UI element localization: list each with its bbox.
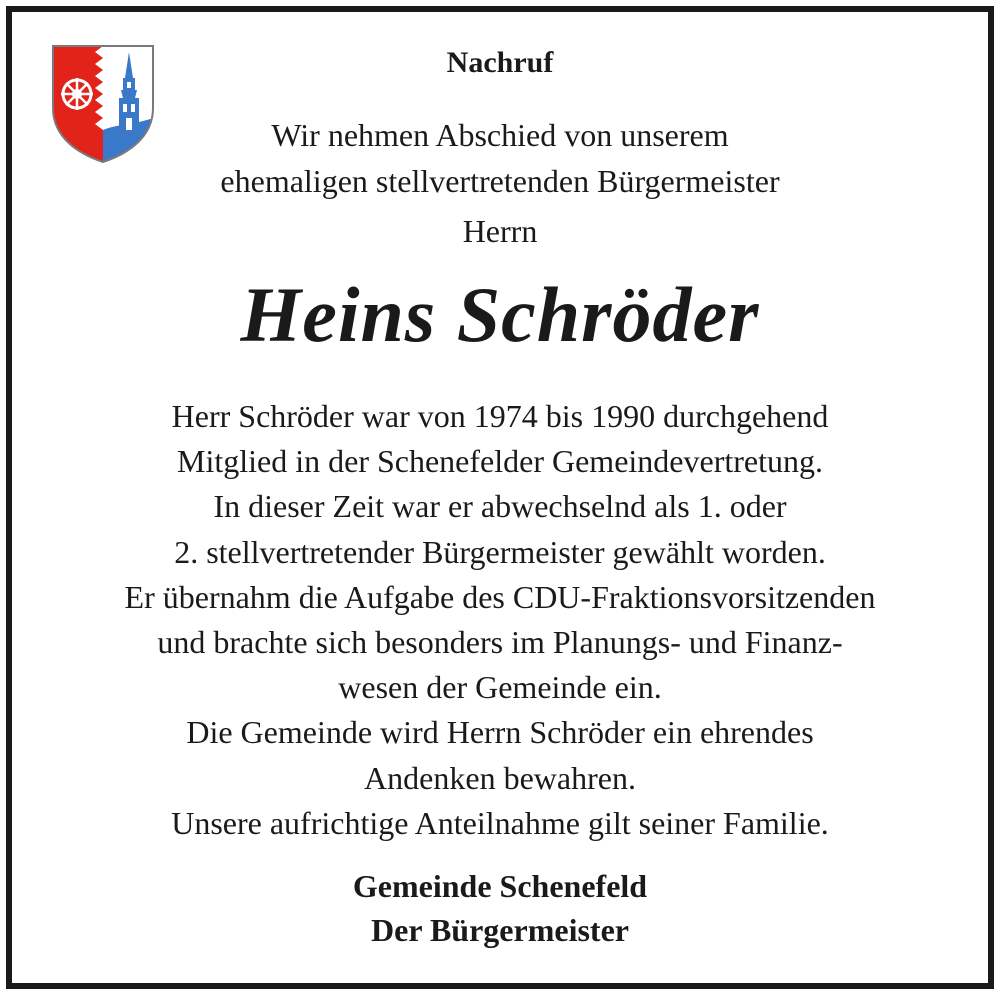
body-line: Unsere aufrichtige Anteilnahme gilt seiner Familie. bbox=[171, 804, 829, 841]
intro-line: ehemaligen stellvertretenden Bürgermeister bbox=[220, 163, 780, 199]
body-line: In dieser Zeit war er abwechselnd als 1. oder bbox=[213, 488, 787, 525]
body-line: Andenken bewahren. bbox=[364, 759, 636, 796]
body-line: 2. stellvertretender Bürgermeister gewählt worden. bbox=[174, 533, 826, 570]
intro-line: Wir nehmen Abschied von unserem bbox=[271, 117, 729, 153]
body-line: Er übernahm die Aufgabe des CDU-Fraktionsvorsitzenden bbox=[124, 578, 876, 615]
intro-text bbox=[0, 112, 1000, 204]
obituary-body bbox=[0, 394, 1000, 846]
body-line: Mitglied in der Schenefelder Gemeindevertretung. bbox=[177, 443, 823, 480]
body-line: Die Gemeinde wird Herrn Schröder ein ehrendes bbox=[186, 714, 814, 751]
signature-block bbox=[0, 864, 1000, 952]
signature-line: Gemeinde Schenefeld bbox=[352, 868, 648, 904]
body-line: wesen der Gemeinde ein. bbox=[338, 669, 662, 706]
salutation: Herrn bbox=[462, 213, 538, 249]
deceased-name: Heins Schröder bbox=[240, 271, 760, 358]
body-line: und brachte sich besonders im Planungs- und Finanz- bbox=[157, 623, 843, 660]
obituary-heading: Nachruf bbox=[446, 46, 554, 79]
body-line: Herr Schröder war von 1974 bis 1990 durchgehend bbox=[171, 398, 829, 434]
signature-line: Der Bürgermeister bbox=[371, 912, 629, 948]
